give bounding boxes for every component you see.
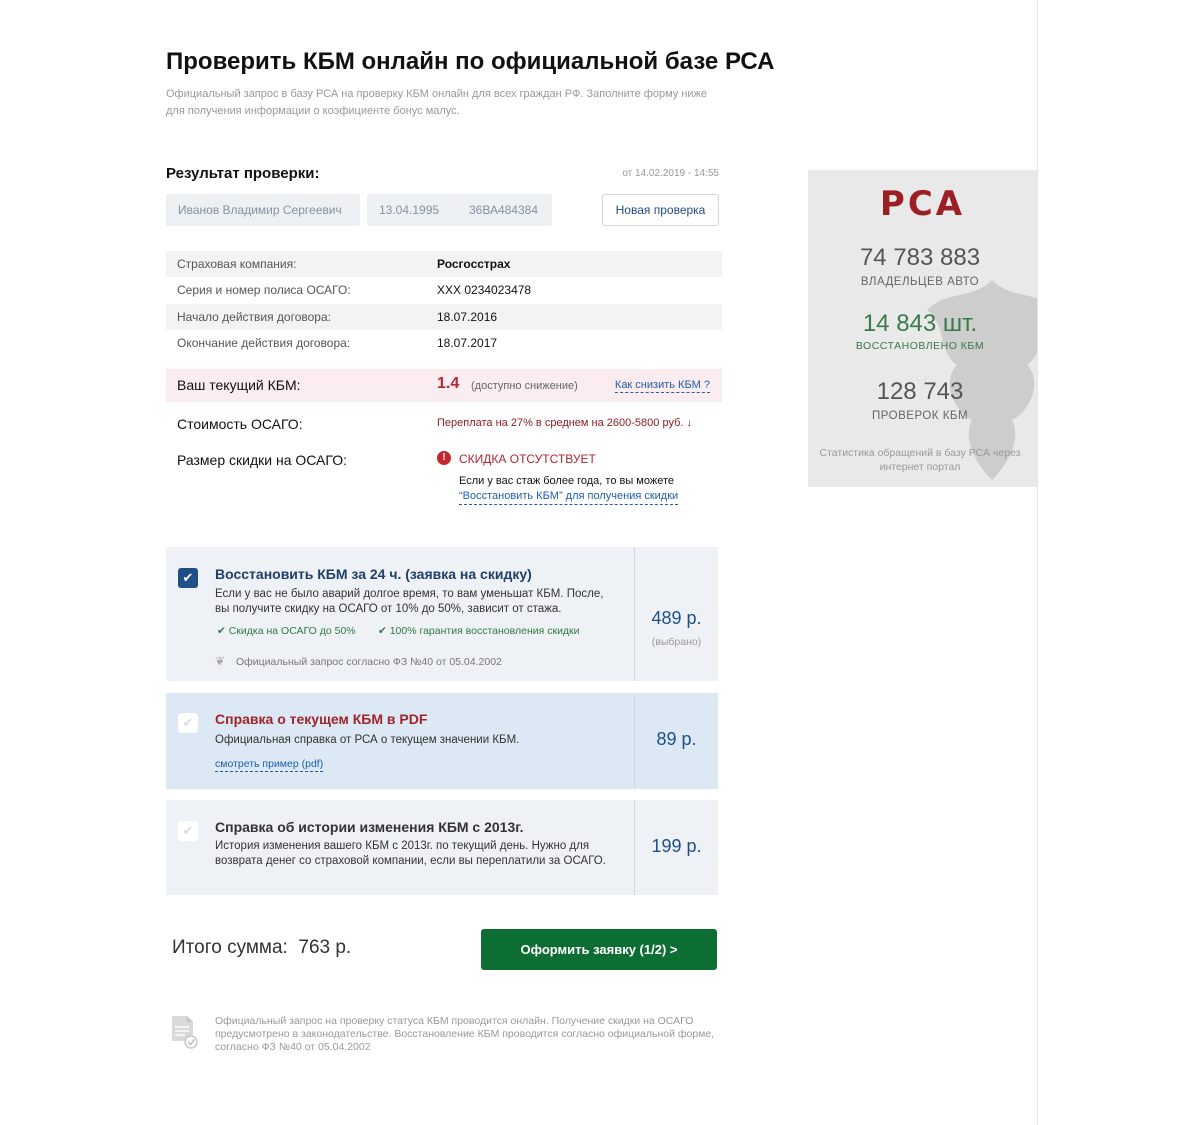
discount-hint: Если у вас стаж более года, то вы можете <box>459 475 675 487</box>
info-value: 18.07.2016 <box>437 310 498 324</box>
result-date: от 14.02.2019 - 14:55 <box>622 168 719 179</box>
service-card-restore[interactable] <box>166 547 718 681</box>
stat-owners-label: ВЛАДЕЛЬЦЕВ АВТО <box>860 276 980 288</box>
cost-label: Стоимость ОСАГО: <box>177 416 303 432</box>
checkbox-unchecked-icon[interactable]: ✔ <box>178 821 198 841</box>
kbm-note: (доступно снижение) <box>471 380 578 392</box>
stat-restored-label: ВОССТАНОВЛЕНО КБМ <box>855 340 985 352</box>
info-label: Серия и номер полиса ОСАГО: <box>177 283 351 297</box>
document-check-icon <box>170 1015 198 1049</box>
service-desc: Официальная справка от РСА о текущем значении КБМ. <box>215 734 520 746</box>
new-check-button[interactable]: Новая проверка <box>602 194 719 226</box>
info-label: Начало действия договора: <box>177 310 331 324</box>
service-feature: ✔ Скидка на ОСАГО до 50% <box>217 625 356 637</box>
info-value: 18.07.2017 <box>437 336 498 350</box>
info-label: Страховая компания: <box>177 257 297 271</box>
service-desc: История изменения вашего КБМ с 2013г. по текущий день. Нужно для возврата денег со страховой компании, если вы переплатили за ОСАГО. <box>215 840 606 867</box>
pdf-example-link[interactable]: смотреть пример (pdf) <box>215 758 324 770</box>
service-title: Восстановить КБМ за 24 ч. (заявка на скидку) <box>215 566 532 582</box>
service-price: 199 р. <box>651 836 702 856</box>
info-value: ХХХ 0234023478 <box>437 283 532 297</box>
info-value: Росгосстрах <box>437 257 511 271</box>
page-subtitle: Официальный запрос в базу РСА на проверку КБМ онлайн для всех граждан РФ. Заполните форму ниже для получения информации о коэфициенте бонус малус. <box>166 88 708 117</box>
checkbox-checked-icon[interactable]: ✔ <box>178 568 198 588</box>
rsa-logo: РСА <box>879 184 966 224</box>
service-desc: Если у вас не было аварий долгое время, то вам уменьшат КБМ. После, вы получите скидку на ОСАГО от 10% до 50%, зависит от стажа. <box>215 588 604 615</box>
stat-restored-number: 14 843 шт. <box>862 310 978 337</box>
rsa-stats-panel <box>808 170 1037 487</box>
info-row-start <box>166 304 722 330</box>
license-field[interactable]: 36ВА484384 <box>457 194 552 226</box>
checkbox-unchecked-icon[interactable]: ✔ <box>178 713 198 733</box>
footer-note: Официальный запрос на проверку статуса КБМ проводится онлайн. Получение скидки на ОСАГО предусмотрено в законодательстве. Восстановление КБМ проводится согласно официальной форме, согласно ФЗ №40 от 05.04.2002 <box>215 1015 715 1053</box>
discount-status: СКИДКА ОТСУТСТВУЕТ <box>459 452 596 466</box>
result-title: Результат проверки: <box>166 165 320 182</box>
stat-checks-number: 128 743 <box>876 378 964 405</box>
how-to-reduce-kbm-link[interactable]: Как снизить КБМ ? <box>614 379 710 391</box>
eagle-icon: ❦ <box>215 654 226 668</box>
birth-date-field[interactable]: 13.04.1995 <box>367 194 459 226</box>
service-price: 89 р. <box>656 729 697 749</box>
discount-label: Размер скидки на ОСАГО: <box>177 452 347 468</box>
stat-checks-label: ПРОВЕРОК КБМ <box>871 410 969 422</box>
info-row-policy <box>166 277 722 303</box>
rsa-note: Статистика обращений в базу РСА через интернет портал <box>819 447 1021 473</box>
alert-icon: ! <box>437 451 451 465</box>
service-title: Справка об истории изменения КБМ с 2013г. <box>215 819 524 835</box>
service-price: 489 р. <box>651 608 702 628</box>
kbm-value: 1.4 <box>437 375 460 392</box>
service-card-history[interactable] <box>166 800 718 895</box>
total-label: Итого сумма: <box>172 937 288 958</box>
info-label: Окончание действия договора: <box>177 336 351 350</box>
service-card-pdf[interactable] <box>166 693 718 789</box>
restore-kbm-link[interactable]: “Восстановить КБМ” для получения скидки <box>459 489 678 505</box>
total-value: 763 р. <box>298 937 352 958</box>
info-row-end <box>166 330 722 356</box>
name-field[interactable]: Иванов Владимир Сергеевич <box>166 194 360 226</box>
total-sum <box>172 937 351 959</box>
page-divider <box>1037 0 1038 1125</box>
stat-owners-number: 74 783 883 <box>859 244 981 271</box>
info-row-insurer <box>166 251 722 277</box>
page-title: Проверить КБМ онлайн по официальной базе РСА <box>166 48 775 75</box>
kbm-label: Ваш текущий КБМ: <box>177 377 301 393</box>
service-price-note: (выбрано) <box>651 636 702 648</box>
submit-order-button[interactable]: Оформить заявку (1/2) > <box>481 929 717 970</box>
kbm-row <box>166 369 722 402</box>
service-feature: ✔ 100% гарантия восстановления скидки <box>378 625 580 637</box>
cost-value: Переплата на 27% в среднем на 2600-5800 руб. ↓ <box>437 417 692 429</box>
service-title: Справка о текущем КБМ в PDF <box>215 711 428 727</box>
service-official-note: Официальный запрос согласно ФЗ №40 от 05.04.2002 <box>236 656 502 668</box>
